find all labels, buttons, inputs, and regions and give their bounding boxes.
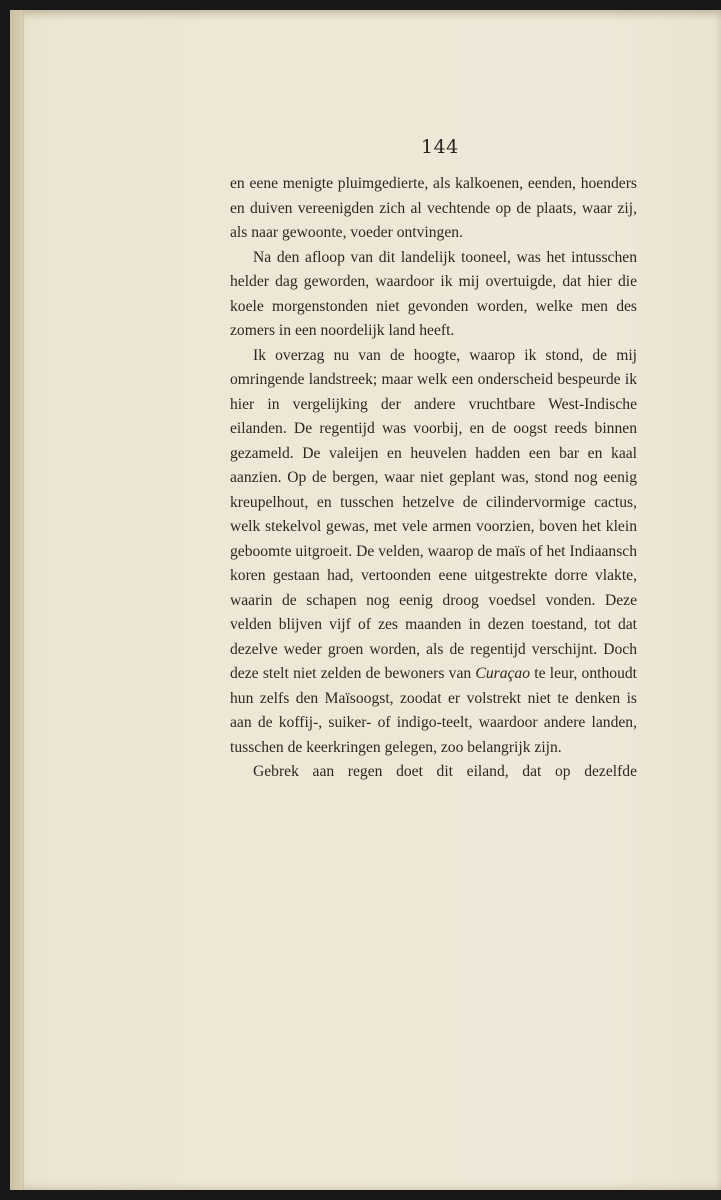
body-text <box>230 172 637 785</box>
paragraph-landstreek-text-end: te leur, onthoudt hun zelfs den Maïsoogst, zoodat er volstrekt niet te denken is aan de koffij-, suiker- of indigo-teelt, waardoor andere landen, tusschen de keerkringen gelegen, zoo belangrijk zijn. <box>230 665 637 756</box>
paragraph-landstreek-text: Ik overzag nu van de hoogte, waarop ik stond, de mij omringende landstreek; maar welk een onderscheid bespeurde ik hier in vergelijking der andere vruchtbare West-Indische eilanden. De regentijd was voorbij, en de oogst reeds binnen gezameld. De valeijen en heuvelen hadden een bar en kaal aanzien. Op de bergen, waar niet geplant was, stond nog eenig kreupelhout, en tusschen hetzelve de cilindervormige cactus, welk stekelvol gewas, met vele armen voorzien, boven het klein geboomte uitgroeit. De velden, waarop de maïs of het Indiaansch koren gestaan had, vertoonden eene uitgestrekte dorre vlakte, waarin de schapen nog eenig droog voedsel vonden. Deze velden blijven vijf of zes maanden in dezen toestand, tot dat dezelve weder groen worden, als de regentijd verschijnt. Doch deze stelt niet zelden de bewoners van <box>230 346 637 682</box>
paragraph-continuation: en eene menigte pluimgedierte, als kalkoenen, eenden, hoenders en duiven vereenigden zich al vechtende op de plaats, waar zij, als naar gewoonte, voeder ontvingen. <box>230 175 637 241</box>
place-name-italic: Curaçao <box>475 665 530 682</box>
paragraph-landelijk-tooneel: Na den afloop van dit landelijk tooneel, was het intusschen helder dag geworden, waardoor ik mij overtuigde, dat hier die koele morgenstonden niet gevonden worden, welke men des zomers in een noordelijk land heeft. <box>230 248 637 339</box>
page-number: 144 <box>421 136 459 158</box>
page-edge-stack <box>10 10 24 1190</box>
paragraph-landstreek <box>230 344 637 761</box>
paragraph-gebrek-aan-regen: Gebrek aan regen doet dit eiland, dat op dezelfde <box>253 763 637 780</box>
